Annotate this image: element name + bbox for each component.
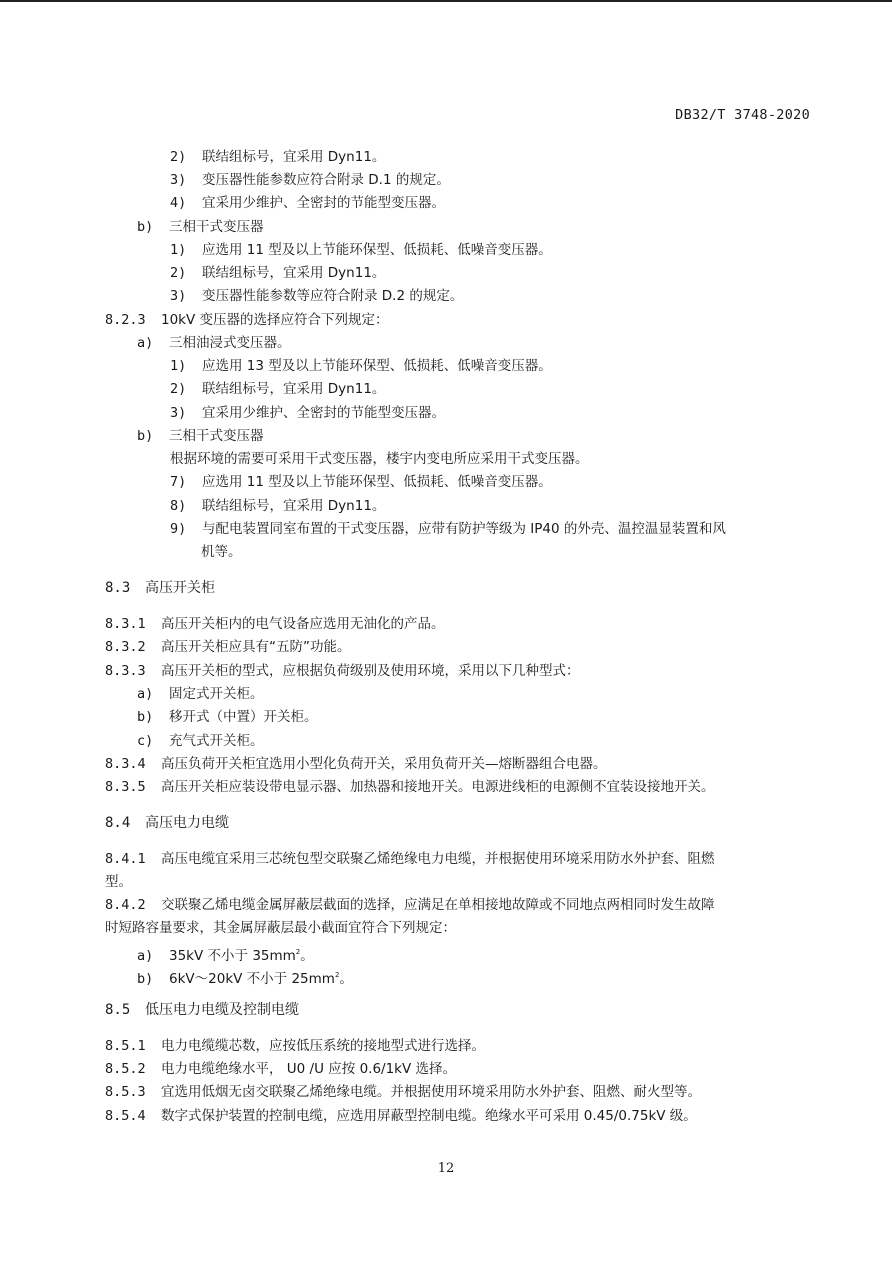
line-text: 联结组标号，宜采用 Dyn11。 — [202, 265, 386, 281]
item-number: 2) — [170, 149, 187, 165]
item-number: 8.5.3 — [105, 1084, 146, 1100]
item-number: 8.5.1 — [105, 1038, 146, 1054]
text-line — [105, 1106, 697, 1126]
item-number: 1) — [170, 358, 187, 374]
line-text: 与配电装置同室布置的干式变压器，应带有防护等级为 IP40 的外壳、温控温显装置和风 — [202, 521, 726, 537]
item-number: b) — [137, 219, 154, 235]
text-line — [105, 777, 715, 797]
item-number: a) — [137, 335, 154, 351]
text-line — [137, 942, 314, 966]
top-border-line — [0, 0, 892, 2]
line-text: 高压开关柜应具有“五防”功能。 — [161, 639, 351, 655]
line-text: 高压开关柜应装设带电显示器、加热器和接地开关。电源进线柜的电源侧不宜装设接地开关。 — [161, 779, 715, 795]
item-number: 8.3.5 — [105, 779, 146, 795]
line-text: 电力电缆缆芯数，应按低压系统的接地型式进行选择。 — [161, 1038, 485, 1054]
line-text: 宜选用低烟无卤交联聚乙烯绝缘电缆。并根据使用环境采用防水外护套、阻燃、耐火型等。 — [161, 1084, 701, 1100]
line-text: 宜采用少维护、全密封的节能型变压器。 — [202, 405, 445, 421]
item-number: 8.3.1 — [105, 616, 146, 632]
superscript: 2 — [295, 948, 301, 956]
item-number: b) — [137, 709, 154, 725]
text-line — [105, 661, 580, 681]
text-line — [105, 637, 351, 657]
text-line — [170, 403, 445, 423]
item-number: 8.3.4 — [105, 756, 146, 772]
line-text: 6kV～20kV 不小于 25mm — [169, 971, 335, 987]
line-tail: 。 — [300, 948, 314, 964]
line-text: 变压器性能参数应符合附录 D.1 的规定。 — [202, 172, 450, 188]
item-number: 8.3 — [105, 580, 131, 596]
text-line — [170, 147, 385, 167]
item-number: 7) — [170, 474, 187, 490]
text-line — [105, 310, 389, 330]
item-number: 8.4.2 — [105, 897, 146, 913]
page-number: 12 — [437, 1161, 455, 1176]
text-line — [170, 449, 589, 469]
line-text: 根据环境的需要可采用干式变压器，楼宇内变电所应采用干式变压器。 — [170, 451, 589, 467]
line-text: 高压负荷开关柜宜选用小型化负荷开关，采用负荷开关—熔断器组合电器。 — [161, 756, 607, 772]
text-line — [105, 895, 715, 915]
line-text: 三相干式变压器 — [169, 219, 264, 235]
item-number: 1) — [170, 242, 187, 258]
text-line — [170, 286, 463, 306]
line-text: 应选用 13 型及以上节能环保型、低损耗、低噪音变压器。 — [202, 358, 552, 374]
item-number: 3) — [170, 288, 187, 304]
line-text: 高压开关柜 — [145, 580, 215, 596]
line-tail: 。 — [339, 971, 353, 987]
item-number: 4) — [170, 195, 187, 211]
item-number: 2) — [170, 381, 187, 397]
standard-code: DB32/T 3748-2020 — [675, 107, 810, 123]
item-number: 8.2.3 — [105, 312, 146, 328]
line-text: 联结组标号，宜采用 Dyn11。 — [202, 381, 386, 397]
item-number: 8.3.3 — [105, 663, 146, 679]
text-line — [201, 542, 242, 562]
text-line — [105, 754, 607, 774]
line-text: 三相干式变压器 — [169, 428, 264, 444]
text-line — [105, 1036, 485, 1056]
text-line — [170, 379, 385, 399]
item-number: 8.5.2 — [105, 1061, 146, 1077]
line-text: 高压电缆宜采用三芯统包型交联聚乙烯绝缘电力电缆，并根据使用环境采用防水外护套、阻燃 — [161, 851, 715, 867]
text-line — [105, 813, 229, 833]
line-text: 三相油浸式变压器。 — [169, 335, 291, 351]
item-number: 3) — [170, 172, 187, 188]
text-line — [137, 731, 264, 751]
text-line — [170, 170, 450, 190]
item-number: 9) — [170, 521, 187, 537]
text-line — [137, 707, 318, 727]
line-text: 高压开关柜内的电气设备应选用无油化的产品。 — [161, 616, 445, 632]
line-text: 35kV 不小于 35mm — [169, 948, 296, 964]
item-number: 8.5.4 — [105, 1108, 146, 1124]
item-number: 8.3.2 — [105, 639, 146, 655]
line-text: 联结组标号，宜采用 Dyn11。 — [202, 149, 386, 165]
line-text: 移开式（中置）开关柜。 — [169, 709, 318, 725]
text-line — [170, 193, 445, 213]
text-line — [105, 1059, 456, 1079]
text-line — [137, 217, 264, 237]
text-line — [170, 496, 385, 516]
line-text: 交联聚乙烯电缆金属屏蔽层截面的选择，应满足在单相接地故障或不同地点两相同时发生故障 — [161, 897, 715, 913]
item-number: b) — [137, 971, 154, 987]
text-line — [137, 333, 291, 353]
text-line — [170, 472, 552, 492]
line-text: 高压开关柜的型式，应根据负荷级别及使用环境，采用以下几种型式： — [161, 663, 580, 679]
line-text: 数字式保护装置的控制电缆，应选用屏蔽型控制电缆。绝缘水平可采用 0.45/0.75kV 级。 — [161, 1108, 697, 1124]
line-text: 联结组标号，宜采用 Dyn11。 — [202, 498, 386, 514]
line-text: 应选用 11 型及以上节能环保型、低损耗、低噪音变压器。 — [202, 474, 552, 490]
item-number: 3) — [170, 405, 187, 421]
line-text: 10kV 变压器的选择应符合下列规定： — [161, 312, 389, 328]
line-text: 高压电力电缆 — [145, 815, 229, 831]
text-line — [137, 426, 264, 446]
text-line — [105, 1000, 299, 1020]
line-text: 电力电缆绝缘水平， U0 /U 应按 0.6/1kV 选择。 — [161, 1061, 457, 1077]
line-text: 宜采用少维护、全密封的节能型变压器。 — [202, 195, 445, 211]
line-text: 型。 — [105, 874, 132, 890]
item-number: a) — [137, 686, 154, 702]
line-text: 应选用 11 型及以上节能环保型、低损耗、低噪音变压器。 — [202, 242, 552, 258]
text-line — [170, 240, 552, 260]
item-number: 8.4 — [105, 815, 131, 831]
line-text: 充气式开关柜。 — [169, 733, 264, 749]
item-number: b) — [137, 428, 154, 444]
item-number: a) — [137, 948, 154, 964]
text-line — [170, 519, 726, 539]
line-text: 固定式开关柜。 — [169, 686, 264, 702]
text-line — [137, 684, 264, 704]
line-text: 机等。 — [201, 544, 242, 560]
line-text: 时短路容量要求，其金属屏蔽层最小截面宜符合下列规定： — [105, 920, 456, 936]
text-line — [105, 849, 715, 869]
superscript: 2 — [334, 971, 340, 979]
text-line — [105, 1082, 701, 1102]
text-line — [170, 263, 385, 283]
line-text: 低压电力电缆及控制电缆 — [145, 1002, 299, 1018]
text-line — [105, 614, 445, 634]
line-text: 变压器性能参数等应符合附录 D.2 的规定。 — [202, 288, 464, 304]
item-number: 8.4.1 — [105, 851, 146, 867]
text-line — [137, 965, 353, 989]
item-number: 8.5 — [105, 1002, 131, 1018]
text-line — [105, 578, 215, 598]
item-number: c) — [137, 733, 154, 749]
item-number: 2) — [170, 265, 187, 281]
item-number: 8) — [170, 498, 187, 514]
text-line — [170, 356, 552, 376]
text-line — [105, 918, 456, 938]
text-line — [105, 872, 132, 892]
